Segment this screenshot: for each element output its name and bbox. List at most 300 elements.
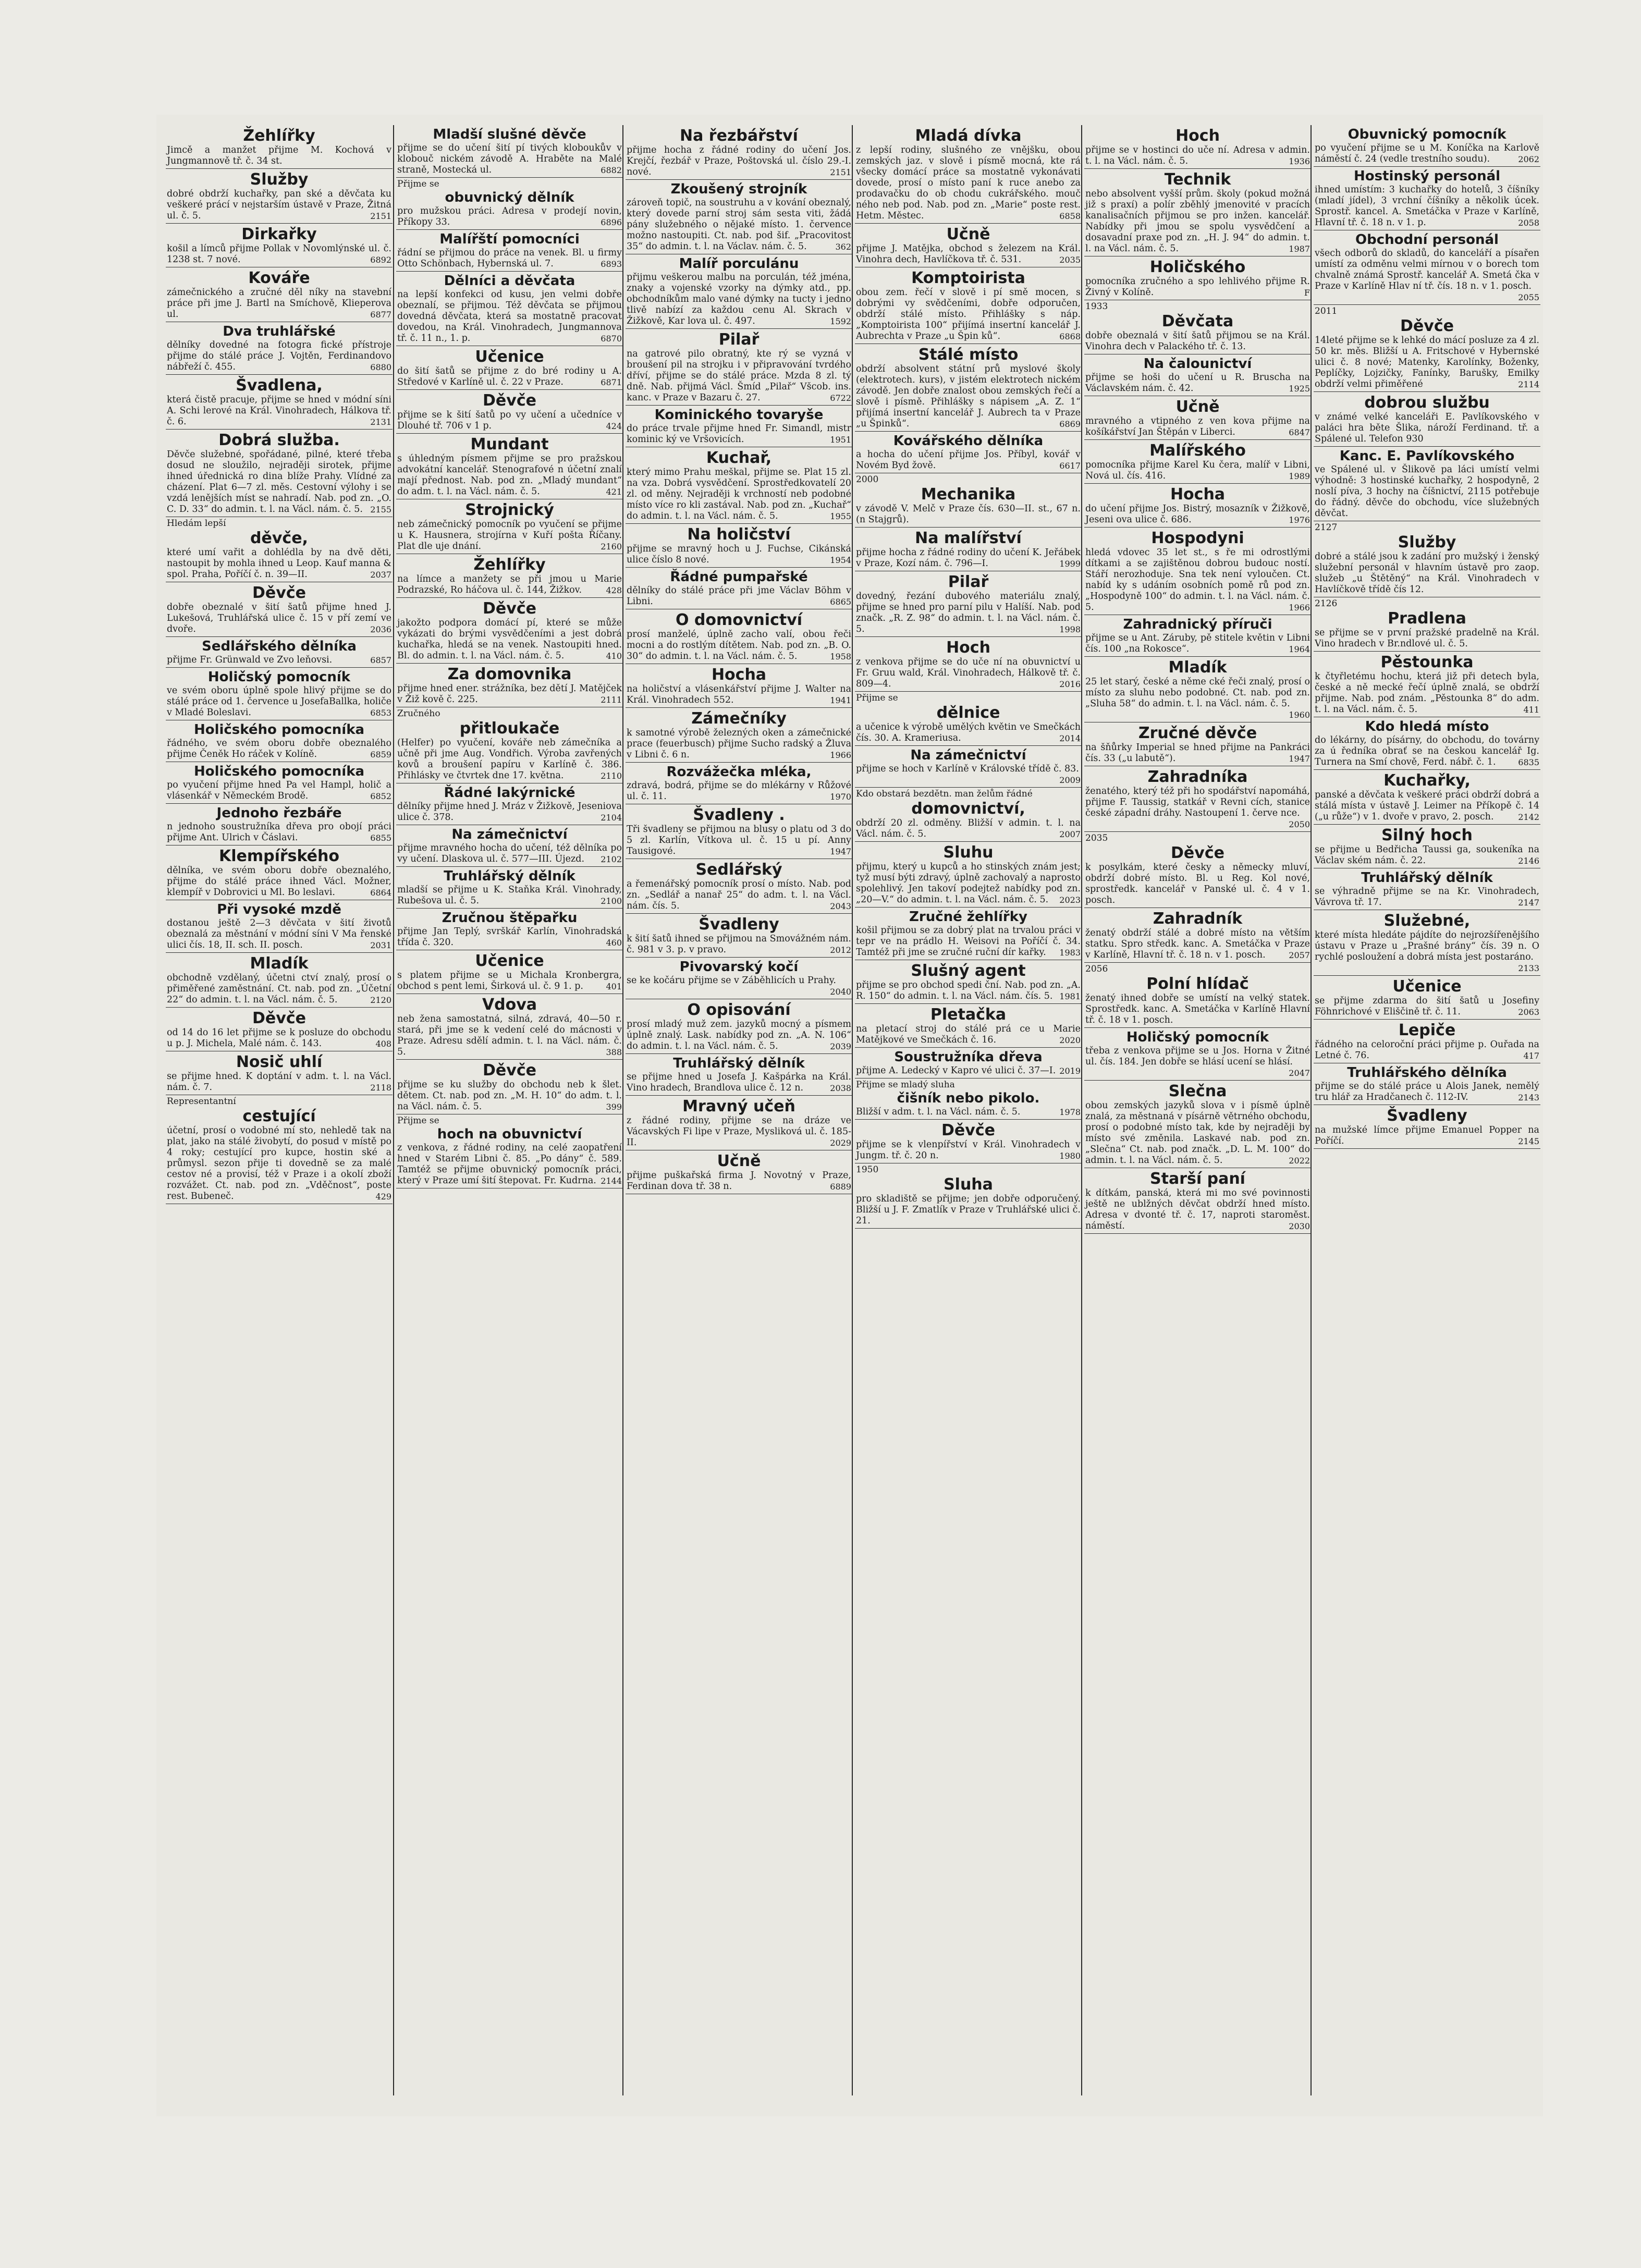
- classified-ad: [1314, 868, 1540, 910]
- classified-ad: [166, 267, 393, 322]
- ad-number: 2038: [830, 1083, 851, 1093]
- ad-heading: Lepiče: [1398, 1021, 1456, 1039]
- ad-body: přijme mravného hocha do učení, též dělníka po vy učení. Dlaskova ul. č. 577—III. Újezd. 2102: [397, 843, 622, 864]
- classified-ad: [626, 447, 852, 524]
- ad-body: které umí vařit a dohlédla by na dvě děti, nastoupit by mohla ihned u Leop. Kauf manna & spol. Praha, Poříčí č. n. 39—II. 2037: [167, 547, 391, 580]
- ad-heading: Hospodyni: [1151, 529, 1244, 547]
- ad-body: na šňůrky Imperial se hned přijme na Pankráci čís. 33 („u labutě“). 1947: [1085, 742, 1310, 764]
- ad-body: s úhledným písmem přijme se pro pražskou advokátní kancelář. Stenografové n účetní znalí mají přednost. Nab. pod zn. „Mladý mundant“ do adm. t. l. na Václ. nám. č. 5. 421: [397, 453, 622, 497]
- ad-heading: Mravný učeň: [682, 1097, 795, 1115]
- ad-heading: Mladá dívka: [915, 127, 1022, 145]
- ad-body: zároveň topič, na soustruhu a v kování obeznalý, který dovede parní stroj sám sesta viti, žádá pány služebného o nějaké místo. 1. července možno nastoupiti. Ct. nab. pod šif. „Pracovitost 35“ do admin. t. l. na Václav. nám. č. 5. 362: [627, 198, 851, 252]
- ad-number: 2143: [1518, 1093, 1539, 1102]
- classified-ad: [1084, 657, 1311, 722]
- ad-number: 6847: [1289, 427, 1310, 437]
- ad-body: dobře obeznalé v šití šatů přijme hned J. Lukešová, Truhlářská ulice č. 15 v pří zemí ve dvoře. 2036: [167, 602, 391, 634]
- classified-ad: [396, 950, 623, 994]
- ad-heading: Na řezbářství: [680, 127, 798, 145]
- ad-body: Děvče služebné, spořádané, pilné, které třeba dosud ne sloužilo, nejraději sirotek, přijme ihned úřednická ro dina blíže Prahy. Vlídné za cházení. Plat 6—7 zl. měs. Cestovní výlohy i se vzdá lenějších míst se nahradí. Nab. pod zn. „O. C. D. 33“ do admin. t. l. na Václ. nám. č. 5. 2155: [167, 449, 391, 514]
- ad-heading: Malíř porculánu: [679, 256, 799, 272]
- ad-number: 2155: [370, 505, 391, 514]
- ad-number: 2031: [370, 940, 391, 950]
- ad-heading: Dirkařky: [241, 225, 317, 243]
- ad-number: 2110: [601, 771, 622, 781]
- classified-ad: [626, 406, 852, 447]
- ad-heading: Sluhu: [943, 843, 994, 862]
- ad-number: 6880: [370, 362, 391, 372]
- ad-heading: Kuchař,: [706, 449, 772, 467]
- ad-heading: Malířští pomocníci: [439, 231, 580, 247]
- ad-heading: Malířského: [1149, 442, 1246, 460]
- ad-body: neb zámečnický pomocník po vyučení se přijme u K. Hausnera, strojírna v Kuří pošta Říčany. Plat dle uje dnání. 2160: [397, 519, 622, 551]
- ad-heading: Pletačka: [930, 1006, 1007, 1024]
- ad-heading: Zahradnický příruči: [1123, 617, 1272, 632]
- ad-preheading: Zručného: [397, 708, 440, 719]
- ad-body: a učenice k výrobě umělých květin ve Smečkách čís. 30. A. Krameriusa. 2014: [856, 722, 1081, 743]
- ad-body: přijme se mravný hoch u J. Fuchse, Cikánská ulice číslo 8 nové. 1954: [627, 544, 851, 565]
- ad-heading: Klempířského: [218, 847, 339, 865]
- ad-body: košil a límců přijme Pollak v Novomlýnské ul. č. 1238 st. 7 nové. 6892: [167, 243, 391, 265]
- classified-ad: [1084, 1028, 1311, 1081]
- classified-ad: [396, 664, 623, 707]
- ad-number: 6871: [601, 377, 622, 387]
- ad-body: Jimcě a manžet přijme M. Kochová v Jungmannově tř. č. 34 st.: [167, 145, 391, 166]
- classified-ad: [626, 254, 852, 329]
- ad-heading: Obchodní personál: [1355, 232, 1499, 248]
- classified-ad: [626, 568, 852, 609]
- classified-ad: [1084, 169, 1311, 256]
- classified-ad: [166, 169, 393, 224]
- classified-ad: [855, 528, 1082, 571]
- ad-body: z venkova, z řádné rodiny, na celé zaopatření hned v Starém Libni č. 85. „Po dány“ č. 589. Tamtéž se přijme obuvnický pomocník práci, který v Praze umí šití štepovat. Fr. Kudrna. 2144: [397, 1143, 622, 1186]
- ad-body: přijme se pro obchod spedi ční. Nab. pod zn. „A. R. 150“ do admin. t. l. na Václ. nám. čís. 5. 1981: [856, 980, 1081, 1001]
- ad-heading: Pěstounka: [1380, 653, 1474, 671]
- classified-ad: [855, 692, 1082, 746]
- ad-number: 6858: [1059, 211, 1081, 221]
- classified-ad: [166, 900, 393, 953]
- ad-heading: Mundant: [470, 435, 549, 453]
- ad-number: 2114: [1518, 379, 1539, 389]
- ad-number: 1960: [1289, 710, 1310, 720]
- classified-ad: [626, 763, 852, 804]
- ad-body: z řádné rodiny, přijme se na dráze ve Vácavských Fi lipe v Praze, Mysliková ul. č. 185-II. 2029: [627, 1115, 851, 1148]
- ad-preheading: 1950: [856, 1164, 879, 1175]
- ad-number: 1958: [830, 652, 851, 661]
- classified-ad: [1084, 722, 1311, 766]
- ad-body: zdravá, bodrá, přijme se do mlékárny v Růžové ul. č. 11. 1970: [627, 780, 851, 802]
- column-3: [626, 125, 852, 2095]
- ad-body: přijme se k šití šatů po vy učení a učedníce v Dlouhé tř. 706 v 1 p. 424: [397, 410, 622, 431]
- classified-ad: [1314, 392, 1540, 447]
- classified-ad: [855, 571, 1082, 637]
- ad-body: dobře obeznalá v šití šatů přijmou se na Král. Vinohra dech v Palackého tř. č. 13.: [1085, 330, 1310, 352]
- ad-body: se přijme hned u Josefa J. Kašpárka na Král. Vino hradech, Brandlova ulice č. 12 n. 2038: [627, 1072, 851, 1093]
- ad-heading: Sluha: [944, 1175, 993, 1194]
- ad-heading: Učně: [946, 225, 990, 243]
- ad-heading: Žehlířky: [473, 556, 546, 574]
- classified-ad: [166, 762, 393, 804]
- ad-heading: domovnictví,: [911, 800, 1025, 818]
- ad-body: dobré a stálé jsou k zadání pro mužský i ženský služební personál v hlavním ústavě pro zaop. služeb „u Štětěný“ na Král. Vinohradech v Havlíčkově třídě čís 12.: [1315, 551, 1539, 595]
- ad-heading: Mladík: [1168, 658, 1227, 677]
- ad-heading: Slušný agent: [911, 962, 1026, 980]
- ad-body: košil přijmou se za dobrý plat na trvalou práci v tepr ve na prádlo H. Weisovi na Poříčí č. 34. Tamtéž při jme se zručné ruční dír kařky. 1983: [856, 925, 1081, 958]
- ad-number: 2062: [1518, 154, 1539, 164]
- ad-number: 6853: [370, 708, 391, 718]
- ad-body: přijme se u Ant. Záruby, pě stitele květin v Libni čís. 100 „na Rokosce“. 1964: [1085, 633, 1310, 654]
- ad-number: 1970: [830, 792, 851, 802]
- ad-number: 6892: [370, 255, 391, 265]
- ad-number: F: [1304, 288, 1310, 298]
- ad-preheading: Přijme se: [397, 1115, 439, 1126]
- ad-preheading: 1933: [1085, 301, 1108, 312]
- ad-number: 2019: [1059, 1066, 1081, 1076]
- ad-heading: Na čalounictví: [1143, 356, 1252, 372]
- ad-body: přijme Jan Teplý, svrškář Karlín, Vinohradská třída č. 320. 460: [397, 926, 622, 948]
- ad-number: 2043: [830, 901, 851, 911]
- ad-body: ženatý obdrží stálé a dobré místo na větším statku. Spro středk. kanc. A. Smetáčka v Praze v Karlíně, Hlavní tř. č. 18 n. v 1. posch. 2057: [1085, 928, 1310, 960]
- ad-body: pro skladiště se přijme; jen dobře odporučený. Bližší u J. F. Zmatlík v Praze v Truhlářské ulici č. 21.: [856, 1194, 1081, 1226]
- ad-body: obchodně vzdělaný, účetni ctví znalý, prosí o přiměřené zaměstnání. Ct. nab. pod zn. „Účetní 22“ do admin. t. l. na Václ. nám. č. 5. 2120: [167, 973, 391, 1005]
- classified-ad: [626, 125, 852, 180]
- ad-number: 1980: [1059, 1151, 1081, 1161]
- ad-heading: Švadleny: [1387, 1107, 1467, 1125]
- ad-body: prosí mladý muž zem. jazyků mocný a písmem úplně znalý. Lask. nabídky pod zn. „A. N. 106“ do admin. t. l. na Václ. nám. č. 5. 2039: [627, 1019, 851, 1051]
- ad-body: mravného a vtipného z ven kova přijme na košíkářství Jan Štěpán v Liberci. 6847: [1085, 416, 1310, 437]
- ad-heading: Mladík: [250, 954, 309, 973]
- classified-ad: [166, 720, 393, 762]
- ad-number: 2063: [1518, 1007, 1539, 1017]
- column-1: [166, 125, 393, 2095]
- classified-ad: [166, 224, 393, 267]
- ad-body: přijme Fr. Grünwald ve Zvo leňovsi. 6857: [167, 655, 391, 665]
- ad-number: 6617: [1059, 461, 1081, 471]
- ad-body: která čistě pracuje, přijme se hned v módní síni A. Schi lerové na Král. Vinohradech, Hálkova tř. č. 6. 2131: [167, 395, 391, 427]
- ad-body: na límce a manžety se při jmou u Marie Podrazské, Ro háčova ul. č. 144, Žižkov. 428: [397, 574, 622, 595]
- ad-number: 6868: [1059, 332, 1081, 341]
- ad-heading: Truhlářský dělník: [673, 1056, 805, 1071]
- ad-body: na gatrové pilo obratný, kte rý se vyzná v broušení pil na strojku i v připravování tvrdého dříví, přijme se do stálé práce. Mzda 8 zl. tý dně. Nab. přijmá Václ. Šmíd „Pilař“ Všcob. ins. kanc. v Praze v Bazaru č. 27. 6722: [627, 349, 851, 403]
- ad-body: k posylkám, které česky a německy mluví, obdrží dobré místo. Bl. u Reg. Kol nové, sprostředk. kancelář v Panské ul. č. 4 v 1. posch.: [1085, 862, 1310, 905]
- classified-ad: [855, 746, 1082, 788]
- ad-number: 1966: [1289, 603, 1310, 612]
- ad-heading: čišník nebo pikolo.: [897, 1090, 1040, 1106]
- ad-body: dovedný, řezání dubového materiálu znalý, přijme se hned pro parní pilu v Halíší. Nab. pod značk. „R. Z. 98“ do admin. t. l. na Václ. nám. č. 5. 1998: [856, 591, 1081, 634]
- classified-ad: [396, 272, 623, 346]
- ad-number: 401: [606, 982, 622, 991]
- ad-heading: Holičského pomocníka: [193, 764, 365, 779]
- ad-body: se přijme zdarma do šití šatů u Josefiny Föhnrichové v Eliščině tř. č. 11. 2063: [1315, 996, 1539, 1017]
- ad-body: k samotné výrobě železných oken a zámečnické prace (feuerbusch) přijme Sucho radský a Žluva v Libni č. 6 n. 1966: [627, 728, 851, 760]
- ad-body: obdrží absolvent státní prů myslové školy (elektrotech. kurs), v jistém elektrotech nickém závodě. Jen dobře znalost obou zemských řečí a slově i písmě. Přihlášky s nápisem „A. Z. 1“ přijímá insertní kancelář J. Aubrech ta v Praze „u Špinků“. 6869: [856, 364, 1081, 429]
- ad-number: 1978: [1059, 1107, 1081, 1117]
- ad-number: 1966: [830, 750, 851, 760]
- ad-number: 2009: [1059, 775, 1081, 785]
- ad-body: zámečnického a zručné děl níky na stavební práce při jme J. Bartl na Smíchově, Klieperova ul. 6877: [167, 287, 391, 320]
- ad-body: dělníka, ve svém oboru dobře obeznalého, přijme do stálé práce ihned Václ. Možner, klempíř v Dobrovici u Ml. Bo leslavi. 6864: [167, 865, 391, 898]
- ad-preheading: 2000: [856, 474, 879, 485]
- ad-heading: Služby: [1398, 533, 1456, 551]
- ad-heading: Rozvážečka mléka,: [666, 764, 812, 780]
- ad-body: na pletací stroj do stálé prá ce u Marie Matějkové ve Smečkách č. 16. 2020: [856, 1024, 1081, 1045]
- column-rule: [852, 125, 853, 2095]
- classified-ad: [396, 909, 623, 950]
- ad-body: ihned umístím: 3 kuchařky do hotelů, 3 číšníky (mladí jídel), 3 vrchní číšníky a několik úcek. Sprostř. kancel. A. Smetáčka v Praze v Karlíně, Hlavní tř. č. 18 n. v 1. p. 2058: [1315, 185, 1539, 228]
- ad-preheading: 2126: [1315, 598, 1338, 609]
- ad-number: 2012: [830, 945, 851, 955]
- ad-heading: Zručné žehlířky: [909, 909, 1027, 925]
- ad-number: 2120: [370, 995, 391, 1005]
- classified-ad: [855, 960, 1082, 1004]
- classified-ad: [166, 845, 393, 900]
- ad-number: 429: [375, 1192, 391, 1202]
- ad-number: 2047: [1289, 1068, 1310, 1078]
- ad-number: 6864: [370, 888, 391, 898]
- classified-ad: [1084, 528, 1311, 615]
- classified-ad: [1084, 1168, 1311, 1234]
- ad-number: 2151: [830, 167, 851, 177]
- ad-heading: Zámečníky: [691, 709, 787, 728]
- ad-number: 2020: [1059, 1035, 1081, 1045]
- ad-body: přijme J. Matějka, obchod s železem na Král. Vinohra dech, Havlíčkova tř. č. 531. 2035: [856, 243, 1081, 265]
- ad-number: 428: [606, 585, 622, 595]
- ad-heading: Dělníci a děvčata: [444, 273, 575, 289]
- ad-number: 2100: [601, 896, 622, 906]
- classified-ad: [626, 1054, 852, 1096]
- ad-heading: Na zámečnictví: [451, 827, 568, 842]
- classified-ad: [1084, 908, 1311, 963]
- ad-number: 1987: [1289, 244, 1310, 254]
- ad-number: 1955: [830, 511, 851, 521]
- classified-ad: [396, 434, 623, 499]
- ad-heading: Za domovnika: [447, 665, 572, 683]
- ad-heading: Řádné pumpařské: [670, 569, 808, 585]
- classified-ad: [1084, 766, 1311, 832]
- ad-preheading: Přijme se: [856, 693, 898, 703]
- ad-heading: Děvče: [1400, 317, 1454, 335]
- ad-heading: Na zámečnictví: [910, 747, 1026, 763]
- ad-number: 1998: [1059, 624, 1081, 634]
- classified-ad: [396, 994, 623, 1060]
- classified-ad: [626, 1150, 852, 1194]
- classified-ad: [1084, 440, 1311, 484]
- ad-number: 2022: [1289, 1156, 1310, 1166]
- ad-number: 6855: [370, 833, 391, 843]
- ad-body: se přijme se v první pražské pradelně na Král. Vino hradech v Br.ndlové ul. č. 5.: [1315, 628, 1539, 649]
- classified-ad: [1314, 1063, 1540, 1105]
- ad-number: 2030: [1289, 1221, 1310, 1231]
- ad-body: přijme se do učení šití pí tivých kloboukův v klobouč nickém závodě A. Hraběte na Malé straně, Mostecká ul. 6882: [397, 143, 622, 175]
- ad-heading: Slečna: [1168, 1082, 1227, 1100]
- ad-heading: Učenice: [1392, 977, 1462, 996]
- ad-heading: Jednoho řezbáře: [216, 805, 342, 821]
- classified-ad: [1314, 305, 1540, 392]
- ad-number: 411: [1523, 705, 1539, 715]
- ad-heading: Dva truhlářské: [223, 324, 336, 339]
- classified-ad: [1314, 825, 1540, 868]
- ad-heading: Truhlářský dělník: [444, 868, 575, 884]
- ad-preheading: 2127: [1315, 522, 1338, 533]
- classified-ad: [166, 1095, 393, 1204]
- ad-heading: O domovnictví: [675, 611, 803, 629]
- ad-body: přijme hocha z řádné rodiny do učení K. Jeřábek v Praze, Kozí nám. č. 796—I. 1999: [856, 547, 1081, 569]
- ad-body: ve Spálené ul. v Šlikově pa láci umístí velmi výhodně: 3 hostinské kuchařky, 2 hospodyně, 2 noslí píva, 3 hochy na číšnictví, 2115 potřebuje do řádný. děvče do obchodu, více služebných děvčat.: [1315, 464, 1539, 519]
- classified-ad: [1084, 396, 1311, 440]
- ad-body: přijmu veškerou malbu na porculán, též jména, znaky a vojenské vzorky na dýmky atd., pp. obchodníkům malo vané dýmky na tucty i jedno tlivě nabízí za každou cenu Al. Skrach v Žižkově, Kar lova ul. č. 497. 1592: [627, 272, 851, 326]
- ad-heading: Hocha: [711, 666, 767, 684]
- ad-heading: Zahradník: [1153, 910, 1243, 928]
- column-5: [1084, 125, 1311, 2095]
- ad-heading: Kominického tovaryše: [654, 407, 824, 423]
- ad-number: 6857: [370, 655, 391, 665]
- classified-ad: [1314, 770, 1540, 825]
- ad-number: 6877: [370, 310, 391, 320]
- ad-heading: Švadleny .: [693, 806, 785, 824]
- ad-number: 2151: [370, 211, 391, 221]
- ad-heading: Kdo hledá místo: [1365, 719, 1489, 734]
- ad-number: 6870: [601, 334, 622, 344]
- classified-ad: [855, 344, 1082, 432]
- ad-heading: Silný hoch: [1381, 826, 1473, 844]
- ad-body: přijme A. Ledecký v Kapro vé ulici č. 37—I. 2019: [856, 1065, 1081, 1076]
- ad-number: 2050: [1289, 819, 1310, 829]
- ad-number: 2014: [1059, 733, 1081, 743]
- ad-heading: Děvče: [252, 584, 306, 602]
- classified-ad: [855, 267, 1082, 344]
- classified-ad: [1084, 963, 1311, 1028]
- ad-number: 1954: [830, 555, 851, 565]
- ad-number: 421: [606, 487, 622, 497]
- column-rule: [1311, 125, 1312, 2095]
- ad-body: panské a děvčata k veškeré práci obdrží dobrá a stálá místa v ústavě J. Leimer na Příkopě č. 14 („u růže“) v 1. dvoře v pravo, 2. posch. 2142: [1315, 790, 1539, 822]
- ad-preheading: Přijme se mladý sluha: [856, 1080, 955, 1090]
- ad-heading: přitloukače: [459, 719, 560, 738]
- classified-ad: [396, 707, 623, 783]
- ad-body: na mužské límce přijme Emanuel Popper na Poříčí. 2145: [1315, 1125, 1539, 1146]
- classified-ad: [855, 1078, 1082, 1120]
- ad-body: přijme se v hostinci do uče ní. Adresa v admin. t. l. na Václ. nám. č. 5. 1936: [1085, 145, 1310, 166]
- ad-heading: Děvče: [252, 1009, 306, 1027]
- ad-number: 1936: [1289, 156, 1310, 166]
- ad-heading: Starší paní: [1150, 1170, 1245, 1188]
- ad-body: řádní se přijmou do práce na venek. Bl. u firmy Otto Schönbach, Hybernská ul. 7. 6893: [397, 248, 622, 269]
- ad-heading: Švadleny: [699, 915, 779, 934]
- classified-ad: [626, 999, 852, 1054]
- classified-ad: [396, 499, 623, 554]
- ad-number: 2102: [601, 854, 622, 864]
- column-2: [396, 125, 623, 2095]
- ad-number: 2016: [1059, 679, 1081, 689]
- classified-ad: [166, 668, 393, 720]
- ad-preheading: 2011: [1315, 306, 1338, 316]
- ad-heading: Komptoirista: [911, 269, 1025, 287]
- classified-ad: [855, 1048, 1082, 1078]
- ad-heading: Pivovarský kočí: [679, 959, 799, 975]
- ad-heading: Děvče: [483, 599, 536, 618]
- ad-heading: děvče,: [250, 529, 308, 547]
- ad-number: 1951: [830, 435, 851, 445]
- ad-heading: Řádné lakýrnické: [444, 785, 575, 801]
- ad-heading: Učně: [1175, 398, 1220, 416]
- ad-heading: Obuvnický pomocník: [1348, 127, 1507, 142]
- ad-number: 1999: [1059, 559, 1081, 569]
- classified-ad: [855, 473, 1082, 528]
- classified-ad: [166, 582, 393, 637]
- ad-number: 2029: [830, 1138, 851, 1148]
- ad-preheading: 2035: [1085, 833, 1108, 843]
- classified-ad: [166, 517, 393, 582]
- ad-body: po vyučení přijme se u M. Koníčka na Karlově náměstí č. 24 (vedle trestního soudu). 2062: [1315, 143, 1539, 164]
- ad-number: 410: [606, 651, 622, 661]
- ad-heading: Při vysoké mzdě: [217, 902, 341, 917]
- ad-body: do šití šatů se přijme z do bré rodiny u A. Středové v Karlíně ul. č. 22 v Praze. 6871: [397, 366, 622, 387]
- classified-ad: [166, 430, 393, 517]
- ad-number: 2145: [1518, 1136, 1539, 1146]
- ad-body: obou zem. řečí v slově i pí smě mocen, s dobrými vy svědčeními, dobře odporučen, obdrží stálé místo. Přihlášky s náp. „Komptoirista 100“ přijímá insertní kancelář J. Aubrechta v Praze „u Špin ků“. 6868: [856, 287, 1081, 341]
- ad-heading: Nosič uhlí: [236, 1053, 323, 1071]
- ad-number: 362: [835, 242, 851, 252]
- ad-body: obou zemských jazyků slova v i písmě úplně znalá, za městnaná v písárně větrného obchodu, prosí o podobné místo tak, kde by nejraději by místo své změnila. Laskavé nab. pod zn. „Slečna“ Ct. nab. pod značk. „D. L. M. 100“ do admin. t. l. na Václ. nám. č. 5. 2022: [1085, 1100, 1310, 1166]
- classified-ad: [1314, 125, 1540, 167]
- classified-ad: [626, 329, 852, 406]
- ad-number: 1983: [1059, 948, 1081, 958]
- ad-number: 6896: [601, 217, 622, 227]
- ad-body: přijme se k vlenpířství v Král. Vinohradech v Jungm. tř. č. 20 n. 1980: [856, 1139, 1081, 1161]
- ad-number: 2133: [1518, 963, 1539, 973]
- classified-ad: [1314, 167, 1540, 230]
- ad-body: se přijme u Bedřicha Taussi ga, soukeníka na Václav ském nám. č. 22. 2146: [1315, 844, 1539, 866]
- ad-number: 2037: [370, 570, 391, 580]
- classified-ad: [855, 1004, 1082, 1048]
- ad-body: pomocníka přijme Karel Ku čera, malíř v Libni, Nová ul. čís. 416. 1989: [1085, 460, 1310, 481]
- ad-number: 6889: [830, 1182, 851, 1192]
- ad-body: neb žena samostatná, silná, zdravá, 40—50 r. stará, při jme se k vedení celé do mácnosti v Praze. Adresu sdělí admin. t. l. na Václ. nám. č. 5. 388: [397, 1014, 622, 1057]
- classified-ad: [396, 783, 623, 825]
- classified-ad: [166, 322, 393, 375]
- ad-heading: Učenice: [475, 952, 544, 970]
- classified-ad: [166, 804, 393, 845]
- ad-body: dělníky do stálé práce při jme Václav Böhm v Libni. 6865: [627, 585, 851, 607]
- classified-ad: [855, 842, 1082, 908]
- ad-body: v závodě V. Melč v Praze čís. 630—II. st., 67 n. (n Stajgrů).: [856, 504, 1081, 525]
- ad-body: a řemenářský pomocník prosí o místo. Nab. pod zn. „Sedlář a nanař 25“ do adm. t. l. na Václ. nám. čís. 5. 2043: [627, 879, 851, 911]
- ad-body: z venkova přijme se do uče ní na obuvnictví u Fr. Gruu wald, Král. Vinohradech, Hálkově tř. č. 809—4. 2016: [856, 657, 1081, 689]
- ad-number: 417: [1523, 1051, 1539, 1061]
- ad-heading: Strojnický: [465, 501, 554, 519]
- classified-ad: [396, 346, 623, 390]
- ad-number: 1941: [830, 695, 851, 705]
- ad-preheading: Kdo obstará bezdětn. man želům řádné: [856, 789, 1033, 799]
- ad-body: 25 let starý, české a něme cké řeči znalý, prosí o místo za sluhu nebo podobné. Ct. nab. pod zn. „Sluha 58“ do admin. t. l. na Václ. nám. č. 5. 1960: [1085, 677, 1310, 720]
- ad-heading: Děvčata: [1161, 312, 1234, 330]
- classified-ad: [1084, 615, 1311, 657]
- ad-number: 2104: [601, 813, 622, 823]
- column-6: [1314, 125, 1540, 2095]
- ad-body: který mimo Prahu meškal, přijme se. Plat 15 zl. na vza. Dobrá vysvědčení. Sprostředkovatelí 20 zl. od měny. Nejraději k vrchností neb podobné místo více ro kli zastával. Nab. pod zn. „Kuchař“ do admin. t. l. na Václ. nám. č. 5. 1955: [627, 467, 851, 521]
- classified-ad: [166, 125, 393, 169]
- ad-heading: Mladší slušné děvče: [433, 127, 586, 142]
- classified-ad: [1314, 597, 1540, 652]
- ad-heading: Děvče: [941, 1121, 995, 1139]
- ad-heading: Děvče: [483, 391, 536, 410]
- classified-ad: [166, 1051, 393, 1095]
- ad-heading: Služby: [250, 170, 309, 189]
- classified-ad: [166, 953, 393, 1008]
- ad-body: mladší se přijme u K. Staňka Král. Vinohrady, Rubešova ul. č. 5. 2100: [397, 885, 622, 906]
- ad-body: Tři švadleny se přijmou na blusy o platu od 3 do 5 zl. Karlín, Vítkova ul. č. 15 u pí. Anny Tausigové. 1947: [627, 824, 851, 856]
- ad-heading: Soustružníka dřeva: [894, 1049, 1043, 1065]
- ad-heading: Děvče: [1171, 844, 1224, 862]
